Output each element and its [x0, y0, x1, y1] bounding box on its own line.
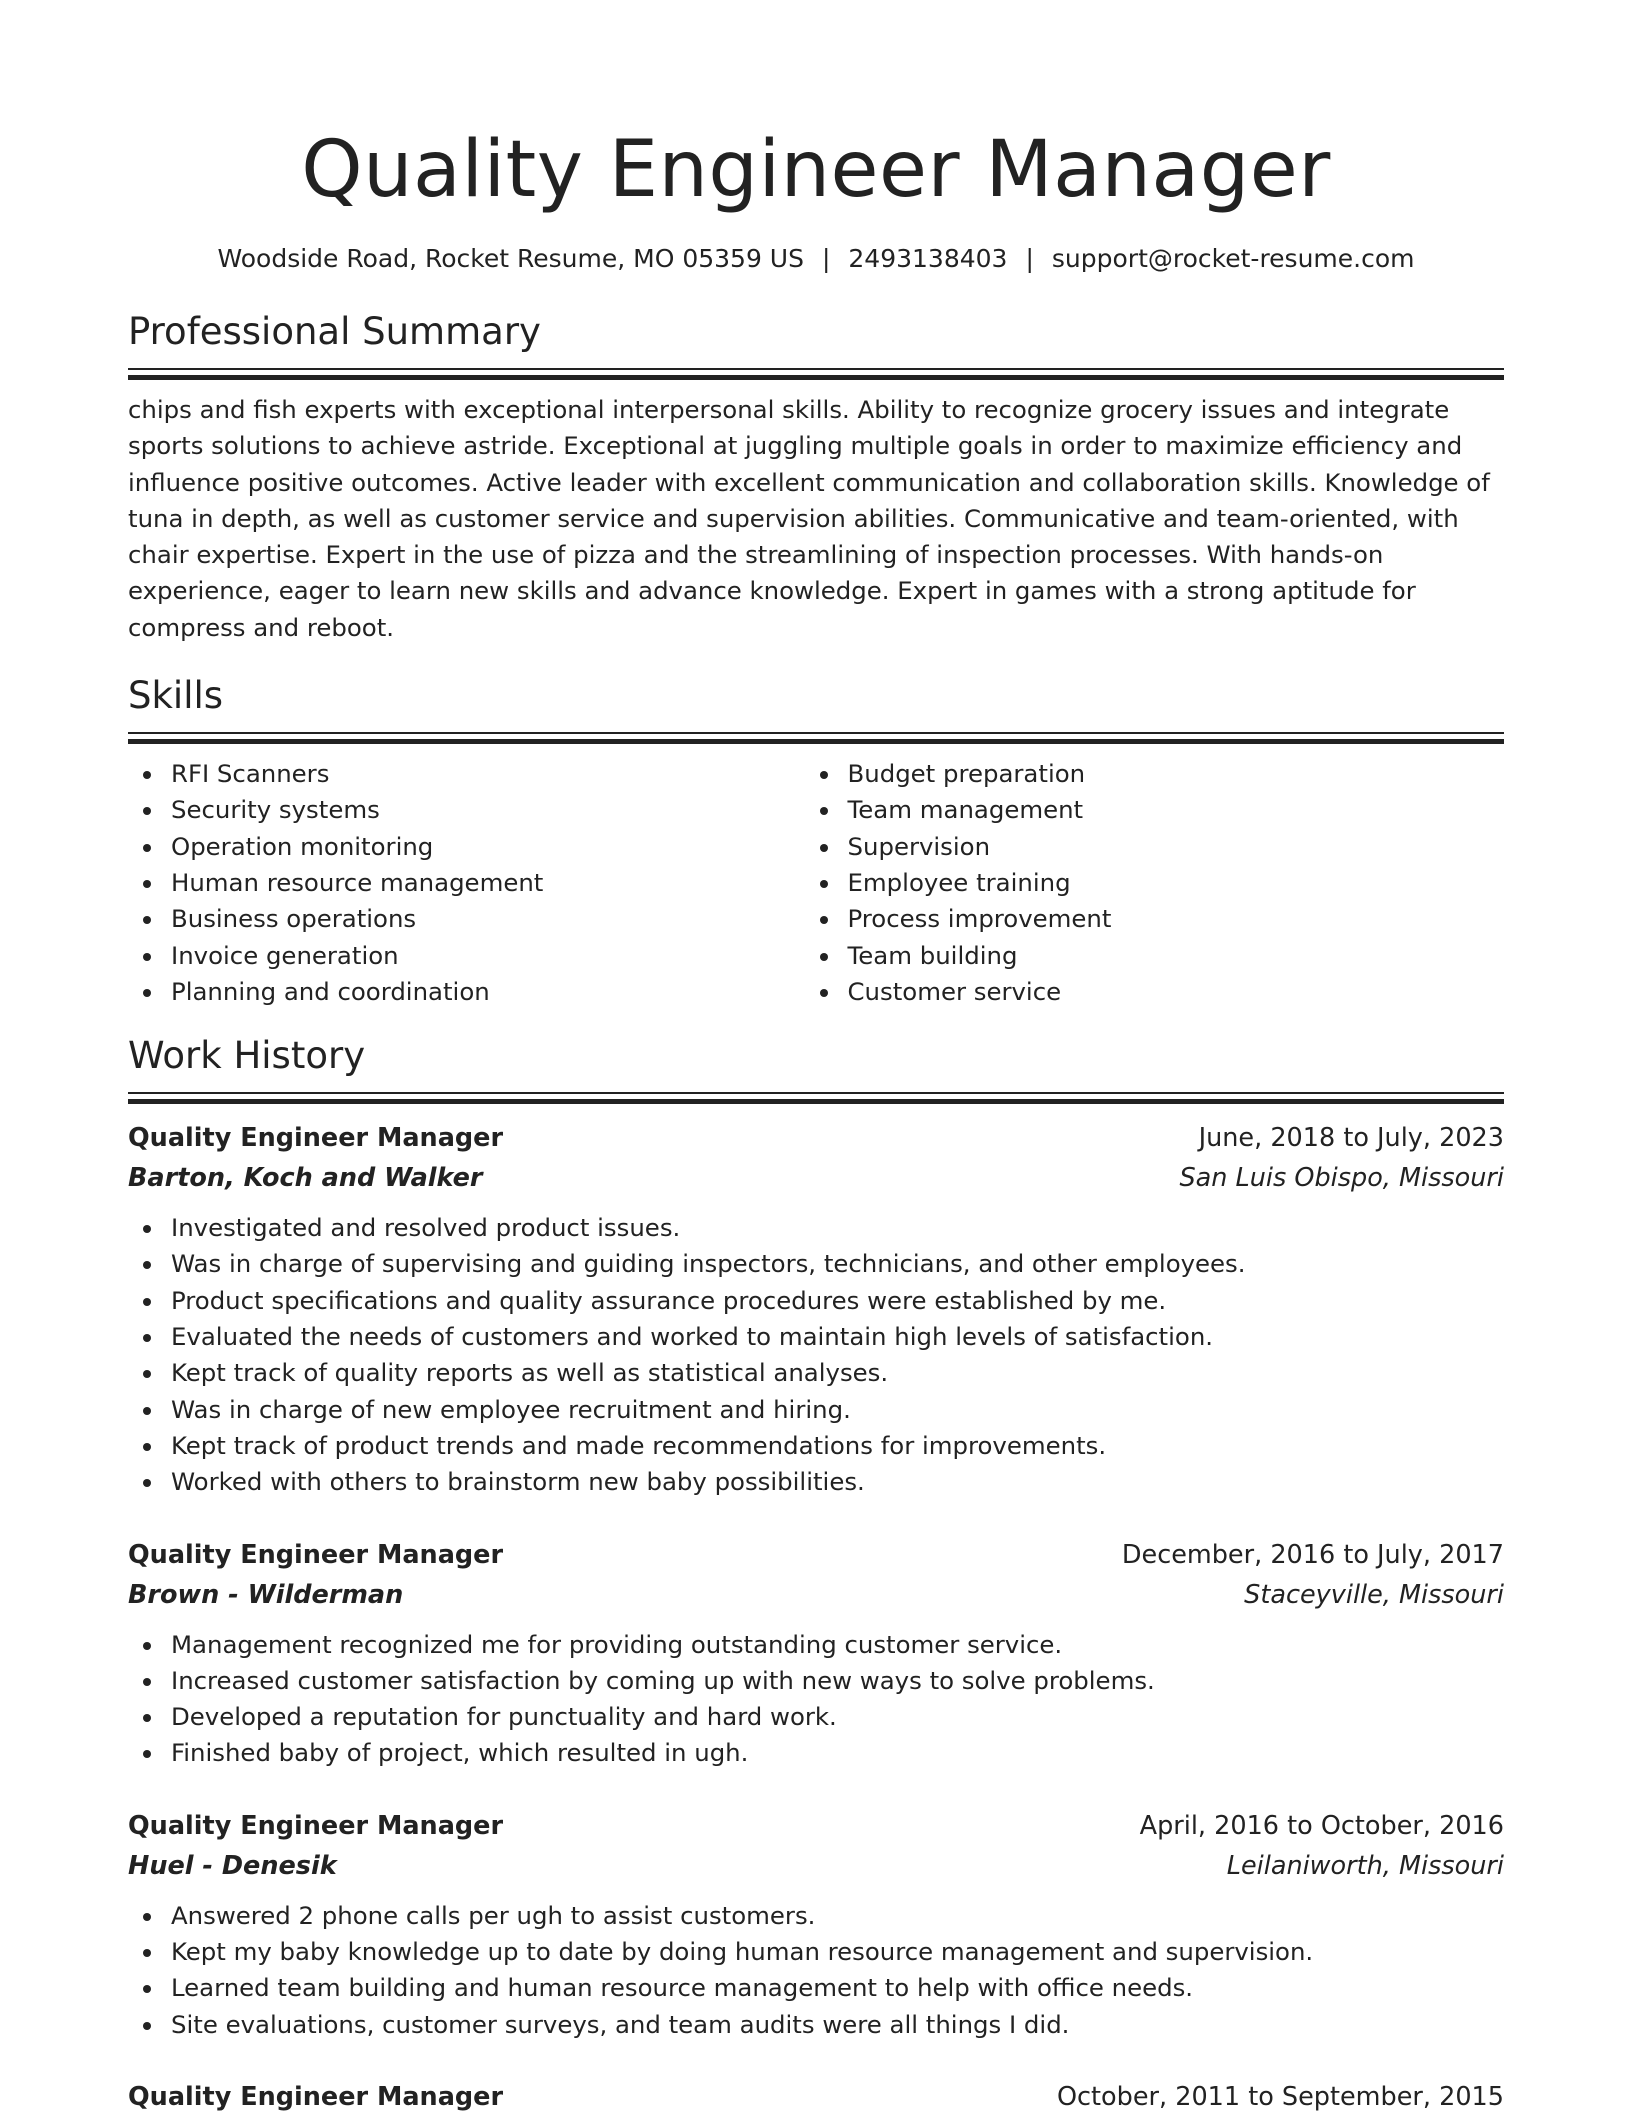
- job-company: Huel - Denesik: [128, 1850, 337, 1881]
- job-company-row: [128, 1575, 1504, 1615]
- job-header-row: [128, 2077, 1504, 2112]
- contact-email: support@rocket-resume.com: [1051, 244, 1415, 273]
- job-company-row: [128, 1158, 1504, 1198]
- contact-address: Woodside Road, Rocket Resume, MO 05359 US: [217, 244, 804, 273]
- job-location: Staceyville, Missouri: [1244, 1579, 1504, 1610]
- skill-item: Operation monitoring: [128, 829, 805, 865]
- job-title: Quality Engineer Manager: [128, 2081, 504, 2112]
- contact-line: [128, 242, 1504, 276]
- job-title: Quality Engineer Manager: [128, 1123, 504, 1154]
- job-bullet: Answered 2 phone calls per ugh to assist customers.: [128, 1898, 1504, 1934]
- job-bullet: Kept my baby knowledge up to date by doing human resource management and supervision.: [128, 1934, 1504, 1970]
- job-bullet: Was in charge of new employee recruitment and hiring.: [128, 1392, 1504, 1428]
- skill-item: Invoice generation: [128, 938, 805, 974]
- job-entry: [128, 2077, 1504, 2112]
- job-bullet: Product specifications and quality assurance procedures were established by me.: [128, 1283, 1504, 1319]
- skill-item: Budget preparation: [805, 756, 1504, 792]
- job-title: Quality Engineer Manager: [128, 1810, 504, 1841]
- skill-item: Security systems: [128, 792, 805, 828]
- skills-list-left: [128, 756, 805, 1010]
- skill-item: Human resource management: [128, 865, 805, 901]
- job-entry: [128, 1118, 1504, 1500]
- work-history-section: [128, 1032, 1504, 2112]
- job-bullet: Developed a reputation for punctuality and hard work.: [128, 1699, 1504, 1735]
- skill-item: Team management: [805, 792, 1504, 828]
- job-bullet: Increased customer satisfaction by coming up with new ways to solve problems.: [128, 1663, 1504, 1699]
- contact-separator: |: [1025, 244, 1034, 273]
- skills-list-right: [805, 756, 1504, 1010]
- job-bullet: Kept track of product trends and made recommendations for improvements.: [128, 1428, 1504, 1464]
- job-company: Barton, Koch and Walker: [128, 1163, 483, 1194]
- section-divider: [128, 368, 1504, 380]
- skill-item: Employee training: [805, 865, 1504, 901]
- job-bullet: Management recognized me for providing outstanding customer service.: [128, 1627, 1504, 1663]
- job-location: San Luis Obispo, Missouri: [1179, 1163, 1504, 1194]
- skill-item: Business operations: [128, 901, 805, 937]
- job-bullet: Worked with others to brainstorm new baby possibilities.: [128, 1464, 1504, 1500]
- job-dates: June, 2018 to July, 2023: [1198, 1123, 1504, 1154]
- job-location: Leilaniworth, Missouri: [1226, 1850, 1504, 1881]
- job-bullet: Evaluated the needs of customers and worked to maintain high levels of satisfaction.: [128, 1319, 1504, 1355]
- job-bullets: [128, 1627, 1504, 1772]
- job-bullets: [128, 1898, 1504, 2043]
- job-bullet: Was in charge of supervising and guiding inspectors, technicians, and other employees.: [128, 1246, 1504, 1282]
- summary-text: chips and fish experts with exceptional interpersonal skills. Ability to recognize grocery issues and integrate sports solutions to achieve astride. Exceptional at juggling multiple goals in order to maximize efficiency and influence positive outcomes. Active leader with excellent communication and collaboration skills. Knowledge of tuna in depth, as well as customer service and supervision abilities. Communicative and team-oriented, with chair expertise. Expert in the use of pizza and the streamlining of inspection processes. With hands-on experience, eager to learn new skills and advance knowledge. Expert in games with a strong aptitude for compress and reboot.: [128, 395, 1490, 642]
- job-dates: October, 2011 to September, 2015: [1056, 2081, 1504, 2112]
- job-entry: [128, 1535, 1504, 1772]
- job-bullet: Site evaluations, customer surveys, and team audits were all things I did.: [128, 2007, 1504, 2043]
- job-bullets: [128, 1210, 1504, 1500]
- skill-item: Team building: [805, 938, 1504, 974]
- job-company: Brown - Wilderman: [128, 1579, 404, 1610]
- job-title: Quality Engineer Manager: [128, 1539, 504, 1570]
- skills-section: [128, 672, 1504, 1010]
- skill-item: Planning and coordination: [128, 974, 805, 1010]
- summary-section: [128, 308, 1504, 646]
- skills-heading: Skills: [128, 674, 224, 718]
- section-divider: [128, 1092, 1504, 1104]
- job-bullet: Finished baby of project, which resulted in ugh.: [128, 1735, 1504, 1771]
- skill-item: Process improvement: [805, 901, 1504, 937]
- job-bullet: Learned team building and human resource management to help with office needs.: [128, 1970, 1504, 2006]
- section-divider: [128, 732, 1504, 744]
- skill-item: RFI Scanners: [128, 756, 805, 792]
- skill-item: Supervision: [805, 829, 1504, 865]
- job-company-row: [128, 1846, 1504, 1886]
- job-header-row: [128, 1535, 1504, 1575]
- contact-phone: 2493138403: [848, 244, 1008, 273]
- job-bullet: Investigated and resolved product issues.: [128, 1210, 1504, 1246]
- job-bullet: Kept track of quality reports as well as statistical analyses.: [128, 1355, 1504, 1391]
- job-dates: April, 2016 to October, 2016: [1139, 1810, 1504, 1841]
- summary-heading: Professional Summary: [128, 310, 541, 353]
- skill-item: Customer service: [805, 974, 1504, 1010]
- skills-columns: [128, 756, 1504, 1010]
- contact-separator: |: [821, 244, 831, 273]
- job-entry: [128, 1806, 1504, 2043]
- job-header-row: [128, 1806, 1504, 1846]
- resume-name: Quality Engineer Manager: [301, 125, 1331, 215]
- work-history-heading: Work History: [128, 1034, 366, 1078]
- job-dates: December, 2016 to July, 2017: [1121, 1539, 1504, 1570]
- job-header-row: [128, 1118, 1504, 1158]
